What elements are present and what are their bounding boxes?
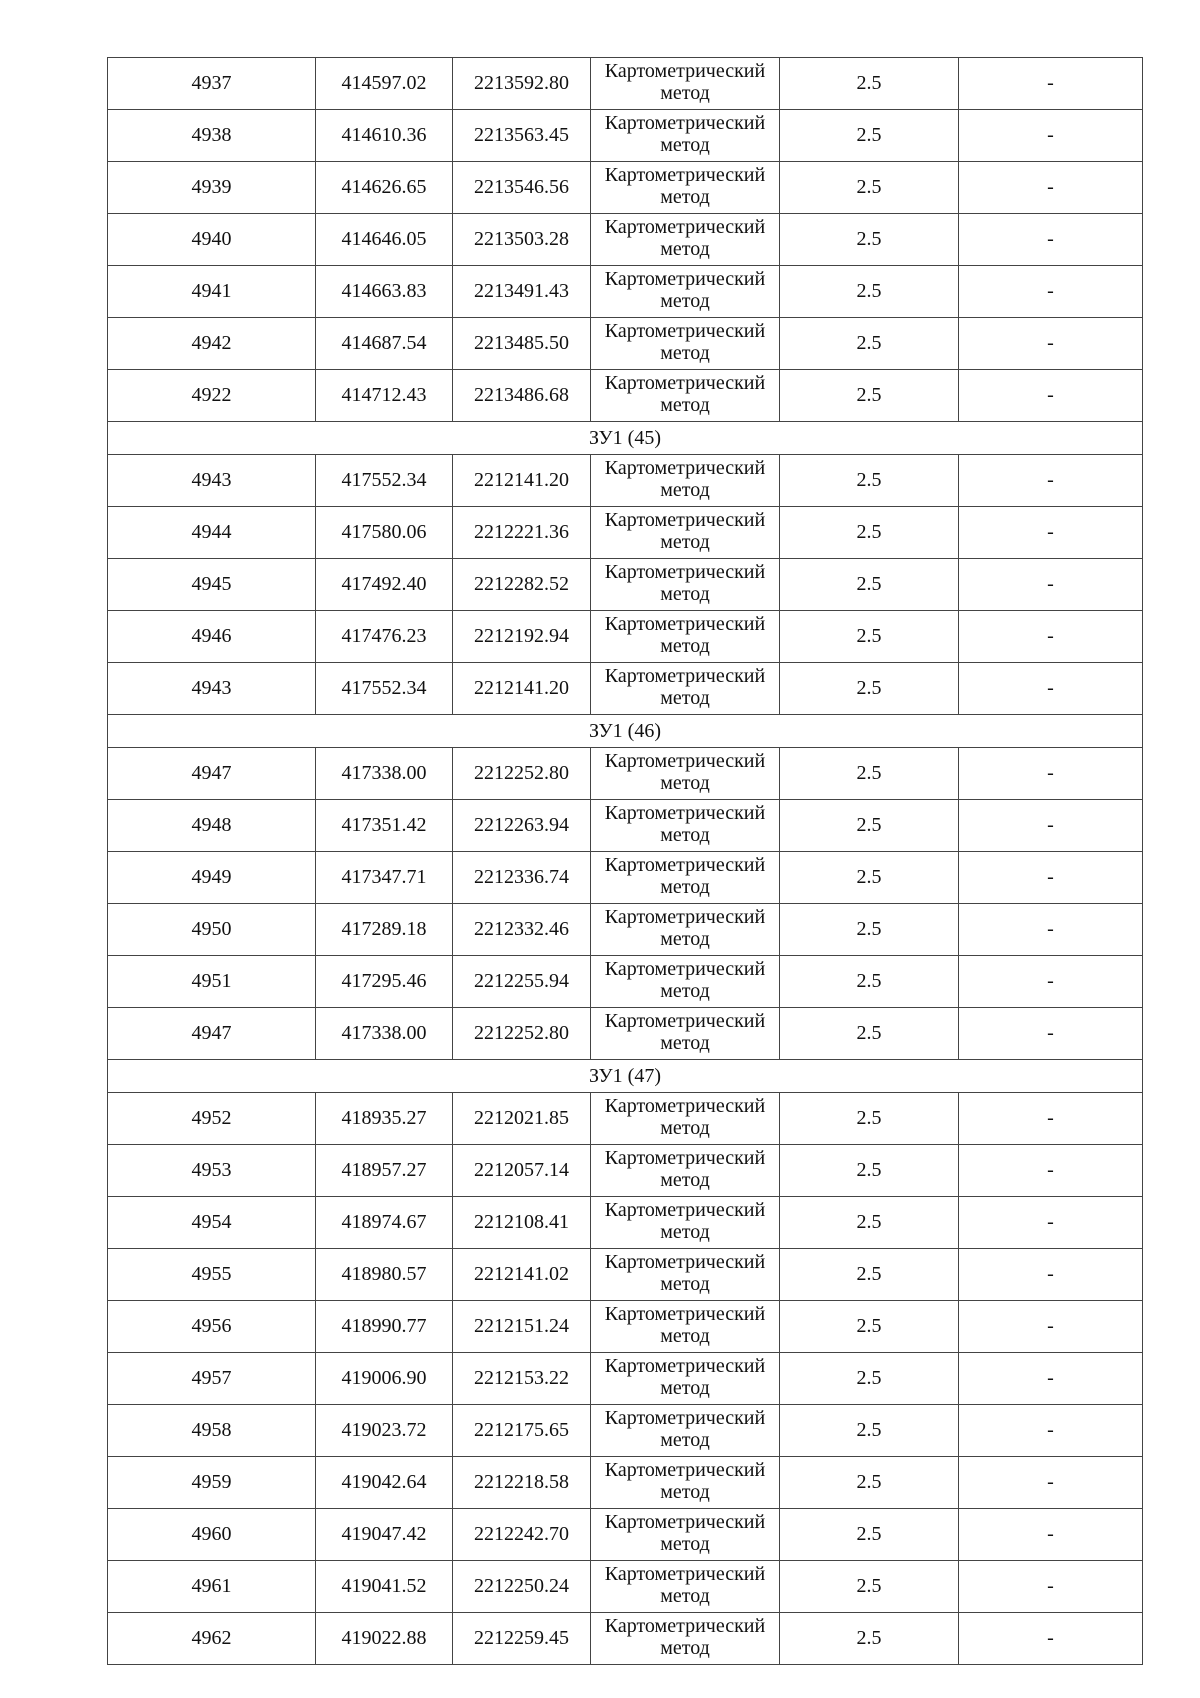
method-line-1: Картометрический [604, 561, 766, 583]
note-cell: - [959, 455, 1143, 507]
y-coordinate-cell: 2212332.46 [453, 904, 591, 956]
table-row [108, 1509, 1143, 1561]
method-cell [591, 663, 780, 715]
x-coordinate-cell: 417552.34 [316, 455, 453, 507]
note-cell: - [959, 904, 1143, 956]
note-cell: - [959, 1613, 1143, 1665]
point-number-cell: 4944 [108, 507, 316, 559]
accuracy-cell: 2.5 [780, 1301, 959, 1353]
method-line-2: метод [660, 635, 710, 657]
point-number-cell: 4953 [108, 1145, 316, 1197]
method-cell [591, 455, 780, 507]
table-row [108, 1145, 1143, 1197]
method-line-1: Картометрический [604, 665, 766, 687]
method-line-1: Картометрический [604, 1147, 766, 1169]
accuracy-cell: 2.5 [780, 1008, 959, 1060]
method-line-1: Картометрический [604, 268, 766, 290]
table-row [108, 1613, 1143, 1665]
accuracy-cell: 2.5 [780, 507, 959, 559]
y-coordinate-cell: 2212242.70 [453, 1509, 591, 1561]
x-coordinate-cell: 418957.27 [316, 1145, 453, 1197]
table-row [108, 1008, 1143, 1060]
accuracy-cell: 2.5 [780, 1353, 959, 1405]
accuracy-cell: 2.5 [780, 956, 959, 1008]
method-line-1: Картометрический [604, 509, 766, 531]
accuracy-cell: 2.5 [780, 1197, 959, 1249]
accuracy-cell: 2.5 [780, 1405, 959, 1457]
point-number-cell: 4942 [108, 318, 316, 370]
table-row [108, 1405, 1143, 1457]
table-row [108, 956, 1143, 1008]
method-line-1: Картометрический [604, 1355, 766, 1377]
point-number-cell: 4937 [108, 58, 316, 110]
y-coordinate-cell: 2212141.20 [453, 663, 591, 715]
note-cell: - [959, 1405, 1143, 1457]
x-coordinate-cell: 419006.90 [316, 1353, 453, 1405]
accuracy-cell: 2.5 [780, 1093, 959, 1145]
x-coordinate-cell: 418935.27 [316, 1093, 453, 1145]
x-coordinate-cell: 418974.67 [316, 1197, 453, 1249]
x-coordinate-cell: 417338.00 [316, 1008, 453, 1060]
note-cell: - [959, 1197, 1143, 1249]
table-row [108, 110, 1143, 162]
point-number-cell: 4941 [108, 266, 316, 318]
point-number-cell: 4947 [108, 1008, 316, 1060]
method-line-1: Картометрический [604, 1563, 766, 1585]
point-number-cell: 4943 [108, 455, 316, 507]
method-cell [591, 266, 780, 318]
table-row [108, 1457, 1143, 1509]
method-line-1: Картометрический [604, 60, 766, 82]
table-row [108, 559, 1143, 611]
accuracy-cell: 2.5 [780, 800, 959, 852]
method-line-2: метод [660, 772, 710, 794]
accuracy-cell: 2.5 [780, 266, 959, 318]
accuracy-cell: 2.5 [780, 318, 959, 370]
method-cell [591, 1405, 780, 1457]
y-coordinate-cell: 2213491.43 [453, 266, 591, 318]
y-coordinate-cell: 2212252.80 [453, 748, 591, 800]
note-cell: - [959, 1457, 1143, 1509]
y-coordinate-cell: 2212108.41 [453, 1197, 591, 1249]
y-coordinate-cell: 2212250.24 [453, 1561, 591, 1613]
method-cell [591, 1249, 780, 1301]
point-number-cell: 4945 [108, 559, 316, 611]
method-cell [591, 1145, 780, 1197]
y-coordinate-cell: 2212218.58 [453, 1457, 591, 1509]
table-row [108, 748, 1143, 800]
method-line-1: Картометрический [604, 457, 766, 479]
method-line-1: Картометрический [604, 854, 766, 876]
x-coordinate-cell: 419042.64 [316, 1457, 453, 1509]
note-cell: - [959, 1353, 1143, 1405]
method-line-1: Картометрический [604, 216, 766, 238]
x-coordinate-cell: 414646.05 [316, 214, 453, 266]
y-coordinate-cell: 2212141.02 [453, 1249, 591, 1301]
note-cell: - [959, 318, 1143, 370]
group-header-label: ЗУ1 (46) [108, 715, 1143, 748]
method-line-1: Картометрический [604, 750, 766, 772]
accuracy-cell: 2.5 [780, 611, 959, 663]
method-cell [591, 1561, 780, 1613]
y-coordinate-cell: 2212282.52 [453, 559, 591, 611]
y-coordinate-cell: 2213485.50 [453, 318, 591, 370]
x-coordinate-cell: 417295.46 [316, 956, 453, 1008]
method-cell [591, 318, 780, 370]
method-cell [591, 852, 780, 904]
method-line-2: метод [660, 134, 710, 156]
x-coordinate-cell: 414712.43 [316, 370, 453, 422]
method-line-2: метод [660, 824, 710, 846]
table-row [108, 1093, 1143, 1145]
note-cell: - [959, 956, 1143, 1008]
method-line-2: метод [660, 583, 710, 605]
accuracy-cell: 2.5 [780, 455, 959, 507]
table-row [108, 1561, 1143, 1613]
y-coordinate-cell: 2212259.45 [453, 1613, 591, 1665]
y-coordinate-cell: 2212336.74 [453, 852, 591, 904]
method-line-2: метод [660, 1117, 710, 1139]
x-coordinate-cell: 419022.88 [316, 1613, 453, 1665]
method-line-2: метод [660, 928, 710, 950]
method-line-1: Картометрический [604, 1010, 766, 1032]
note-cell: - [959, 507, 1143, 559]
y-coordinate-cell: 2212151.24 [453, 1301, 591, 1353]
method-line-2: метод [660, 687, 710, 709]
y-coordinate-cell: 2212153.22 [453, 1353, 591, 1405]
method-line-2: метод [660, 1169, 710, 1191]
method-cell [591, 611, 780, 663]
point-number-cell: 4962 [108, 1613, 316, 1665]
method-cell [591, 1008, 780, 1060]
table-row [108, 1353, 1143, 1405]
method-line-2: метод [660, 238, 710, 260]
note-cell: - [959, 370, 1143, 422]
point-number-cell: 4954 [108, 1197, 316, 1249]
method-line-2: метод [660, 1221, 710, 1243]
method-line-1: Картометрический [604, 1251, 766, 1273]
method-line-2: метод [660, 1585, 710, 1607]
table-row [108, 58, 1143, 110]
accuracy-cell: 2.5 [780, 1561, 959, 1613]
y-coordinate-cell: 2213592.80 [453, 58, 591, 110]
note-cell: - [959, 1561, 1143, 1613]
method-line-1: Картометрический [604, 164, 766, 186]
table-row [108, 162, 1143, 214]
method-line-2: метод [660, 394, 710, 416]
accuracy-cell: 2.5 [780, 748, 959, 800]
point-number-cell: 4922 [108, 370, 316, 422]
table-row [108, 611, 1143, 663]
point-number-cell: 4952 [108, 1093, 316, 1145]
table-row [108, 663, 1143, 715]
method-line-2: метод [660, 290, 710, 312]
method-line-2: метод [660, 1377, 710, 1399]
method-line-2: метод [660, 1481, 710, 1503]
group-header-label: ЗУ1 (45) [108, 422, 1143, 455]
note-cell: - [959, 1145, 1143, 1197]
y-coordinate-cell: 2212255.94 [453, 956, 591, 1008]
accuracy-cell: 2.5 [780, 1249, 959, 1301]
x-coordinate-cell: 419041.52 [316, 1561, 453, 1613]
table-row [108, 455, 1143, 507]
table-row [108, 852, 1143, 904]
table-row [108, 904, 1143, 956]
y-coordinate-cell: 2212057.14 [453, 1145, 591, 1197]
y-coordinate-cell: 2212221.36 [453, 507, 591, 559]
note-cell: - [959, 1249, 1143, 1301]
table-row [108, 266, 1143, 318]
method-line-1: Картометрический [604, 613, 766, 635]
point-number-cell: 4961 [108, 1561, 316, 1613]
coordinates-table [107, 57, 1143, 1665]
accuracy-cell: 2.5 [780, 58, 959, 110]
accuracy-cell: 2.5 [780, 162, 959, 214]
x-coordinate-cell: 414610.36 [316, 110, 453, 162]
group-header-row [108, 715, 1143, 748]
y-coordinate-cell: 2212175.65 [453, 1405, 591, 1457]
x-coordinate-cell: 417476.23 [316, 611, 453, 663]
method-line-1: Картометрический [604, 906, 766, 928]
y-coordinate-cell: 2212263.94 [453, 800, 591, 852]
method-cell [591, 162, 780, 214]
point-number-cell: 4950 [108, 904, 316, 956]
point-number-cell: 4959 [108, 1457, 316, 1509]
accuracy-cell: 2.5 [780, 1457, 959, 1509]
method-line-1: Картометрический [604, 1407, 766, 1429]
method-cell [591, 1301, 780, 1353]
accuracy-cell: 2.5 [780, 1145, 959, 1197]
x-coordinate-cell: 417351.42 [316, 800, 453, 852]
table-row [108, 1197, 1143, 1249]
method-line-2: метод [660, 1533, 710, 1555]
method-cell [591, 956, 780, 1008]
table-row [108, 214, 1143, 266]
x-coordinate-cell: 414597.02 [316, 58, 453, 110]
accuracy-cell: 2.5 [780, 1509, 959, 1561]
y-coordinate-cell: 2213503.28 [453, 214, 591, 266]
method-cell [591, 1093, 780, 1145]
point-number-cell: 4960 [108, 1509, 316, 1561]
x-coordinate-cell: 417492.40 [316, 559, 453, 611]
method-cell [591, 1509, 780, 1561]
method-line-1: Картометрический [604, 802, 766, 824]
method-line-1: Картометрический [604, 958, 766, 980]
x-coordinate-cell: 419047.42 [316, 1509, 453, 1561]
x-coordinate-cell: 418990.77 [316, 1301, 453, 1353]
method-line-2: метод [660, 82, 710, 104]
accuracy-cell: 2.5 [780, 214, 959, 266]
point-number-cell: 4949 [108, 852, 316, 904]
method-cell [591, 904, 780, 956]
x-coordinate-cell: 417338.00 [316, 748, 453, 800]
table-row [108, 507, 1143, 559]
method-line-1: Картометрический [604, 1459, 766, 1481]
point-number-cell: 4958 [108, 1405, 316, 1457]
method-line-2: метод [660, 1637, 710, 1659]
note-cell: - [959, 266, 1143, 318]
point-number-cell: 4955 [108, 1249, 316, 1301]
point-number-cell: 4939 [108, 162, 316, 214]
point-number-cell: 4957 [108, 1353, 316, 1405]
method-line-2: метод [660, 1429, 710, 1451]
method-cell [591, 370, 780, 422]
x-coordinate-cell: 414626.65 [316, 162, 453, 214]
note-cell: - [959, 559, 1143, 611]
note-cell: - [959, 663, 1143, 715]
method-line-2: метод [660, 1273, 710, 1295]
y-coordinate-cell: 2212021.85 [453, 1093, 591, 1145]
x-coordinate-cell: 417552.34 [316, 663, 453, 715]
table-row [108, 800, 1143, 852]
note-cell: - [959, 748, 1143, 800]
note-cell: - [959, 58, 1143, 110]
group-header-row [108, 1060, 1143, 1093]
point-number-cell: 4956 [108, 1301, 316, 1353]
note-cell: - [959, 1509, 1143, 1561]
group-header-label: ЗУ1 (47) [108, 1060, 1143, 1093]
method-cell [591, 1457, 780, 1509]
accuracy-cell: 2.5 [780, 1613, 959, 1665]
y-coordinate-cell: 2212192.94 [453, 611, 591, 663]
method-line-1: Картометрический [604, 372, 766, 394]
method-line-2: метод [660, 1032, 710, 1054]
method-line-1: Картометрический [604, 1199, 766, 1221]
note-cell: - [959, 1008, 1143, 1060]
coordinates-table-body [108, 58, 1143, 1665]
method-line-1: Картометрический [604, 1095, 766, 1117]
accuracy-cell: 2.5 [780, 904, 959, 956]
note-cell: - [959, 214, 1143, 266]
x-coordinate-cell: 414687.54 [316, 318, 453, 370]
method-cell [591, 559, 780, 611]
method-cell [591, 110, 780, 162]
method-line-1: Картометрический [604, 112, 766, 134]
method-cell [591, 1613, 780, 1665]
method-line-2: метод [660, 531, 710, 553]
note-cell: - [959, 611, 1143, 663]
note-cell: - [959, 1093, 1143, 1145]
method-cell [591, 1353, 780, 1405]
table-row [108, 1249, 1143, 1301]
method-cell [591, 214, 780, 266]
x-coordinate-cell: 419023.72 [316, 1405, 453, 1457]
accuracy-cell: 2.5 [780, 663, 959, 715]
point-number-cell: 4943 [108, 663, 316, 715]
method-cell [591, 1197, 780, 1249]
method-line-2: метод [660, 342, 710, 364]
point-number-cell: 4948 [108, 800, 316, 852]
y-coordinate-cell: 2213563.45 [453, 110, 591, 162]
method-cell [591, 748, 780, 800]
y-coordinate-cell: 2212141.20 [453, 455, 591, 507]
table-row [108, 318, 1143, 370]
note-cell: - [959, 110, 1143, 162]
accuracy-cell: 2.5 [780, 370, 959, 422]
method-cell [591, 58, 780, 110]
note-cell: - [959, 162, 1143, 214]
method-cell [591, 507, 780, 559]
accuracy-cell: 2.5 [780, 852, 959, 904]
method-line-2: метод [660, 1325, 710, 1347]
accuracy-cell: 2.5 [780, 559, 959, 611]
y-coordinate-cell: 2213546.56 [453, 162, 591, 214]
note-cell: - [959, 800, 1143, 852]
method-line-2: метод [660, 980, 710, 1002]
method-cell [591, 800, 780, 852]
x-coordinate-cell: 418980.57 [316, 1249, 453, 1301]
accuracy-cell: 2.5 [780, 110, 959, 162]
note-cell: - [959, 852, 1143, 904]
table-row [108, 370, 1143, 422]
method-line-1: Картометрический [604, 1511, 766, 1533]
x-coordinate-cell: 417289.18 [316, 904, 453, 956]
point-number-cell: 4946 [108, 611, 316, 663]
method-line-1: Картометрический [604, 320, 766, 342]
x-coordinate-cell: 417580.06 [316, 507, 453, 559]
method-line-1: Картометрический [604, 1615, 766, 1637]
method-line-2: метод [660, 479, 710, 501]
y-coordinate-cell: 2213486.68 [453, 370, 591, 422]
method-line-2: метод [660, 876, 710, 898]
x-coordinate-cell: 417347.71 [316, 852, 453, 904]
point-number-cell: 4951 [108, 956, 316, 1008]
group-header-row [108, 422, 1143, 455]
point-number-cell: 4938 [108, 110, 316, 162]
method-line-2: метод [660, 186, 710, 208]
y-coordinate-cell: 2212252.80 [453, 1008, 591, 1060]
note-cell: - [959, 1301, 1143, 1353]
x-coordinate-cell: 414663.83 [316, 266, 453, 318]
point-number-cell: 4940 [108, 214, 316, 266]
table-row [108, 1301, 1143, 1353]
point-number-cell: 4947 [108, 748, 316, 800]
method-line-1: Картометрический [604, 1303, 766, 1325]
